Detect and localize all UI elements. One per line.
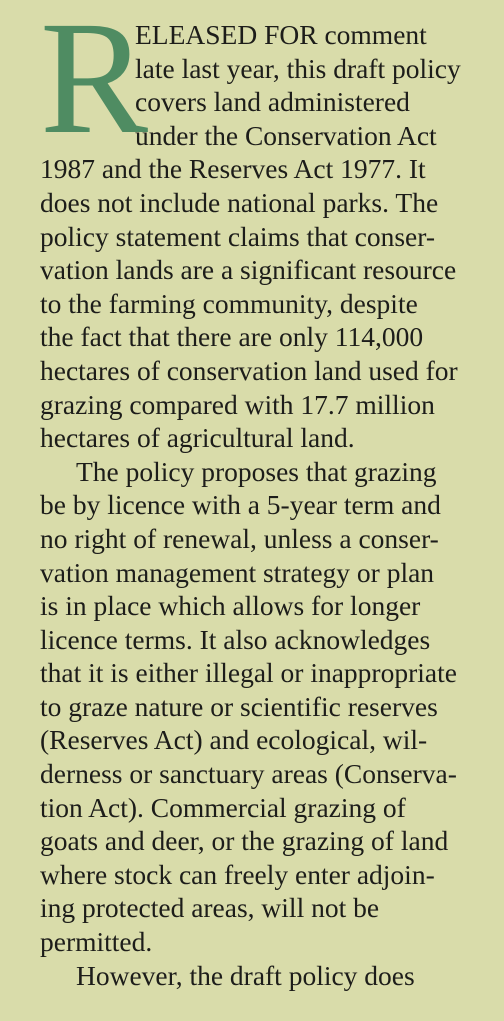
text-line: goats and deer, or the grazing of land [40, 825, 449, 857]
text-line: However, the draft policy does [76, 959, 415, 991]
drop-cap: R [40, 0, 149, 168]
text-line: to graze nature or scientific reserves [40, 690, 438, 722]
text-line: be by licence with a 5-year term and [40, 489, 441, 521]
text-line: vation lands are a significant resource [40, 254, 457, 286]
text-line: is in place which allows for longer [40, 590, 421, 622]
text-line: licence terms. It also acknowledges [40, 623, 431, 655]
text-line: permitted. [40, 926, 153, 958]
text-line: 1987 and the Reserves Act 1977. It [40, 153, 426, 185]
text-line: hectares of agricultural land. [40, 422, 355, 454]
text-line: no right of renewal, unless a conser- [40, 522, 439, 554]
paragraph-1 [40, 18, 474, 455]
paragraph-2 [40, 455, 474, 959]
text-line: covers land administered [135, 86, 410, 118]
text-line: to the farming community, despite [40, 287, 418, 319]
text-line: derness or sanctuary areas (Conserva- [40, 758, 457, 790]
text-line: ELEASED FOR comment [135, 19, 427, 50]
text-line: does not include national parks. The [40, 186, 439, 218]
text-line: tion Act). Commercial grazing of [40, 791, 406, 823]
text-line: hectares of conservation land used for [40, 354, 458, 386]
paragraph-3 [40, 959, 474, 993]
text-line: the fact that there are only 114,000 [40, 321, 424, 353]
text-line: under the Conservation Act [135, 119, 437, 151]
text-line: ing protected areas, will not be [40, 892, 380, 924]
text-line: vation management strategy or plan [40, 556, 435, 588]
text-line: late last year, this draft policy [135, 52, 461, 84]
text-line: policy statement claims that conser- [40, 220, 436, 252]
text-line: where stock can freely enter adjoin- [40, 858, 435, 890]
text-line: (Reserves Act) and ecological, wil- [40, 724, 428, 756]
text-line: The policy proposes that grazing [76, 455, 437, 487]
text-line: grazing compared with 17.7 million [40, 388, 435, 420]
text-line: that it is either illegal or inappropriate [40, 657, 457, 689]
